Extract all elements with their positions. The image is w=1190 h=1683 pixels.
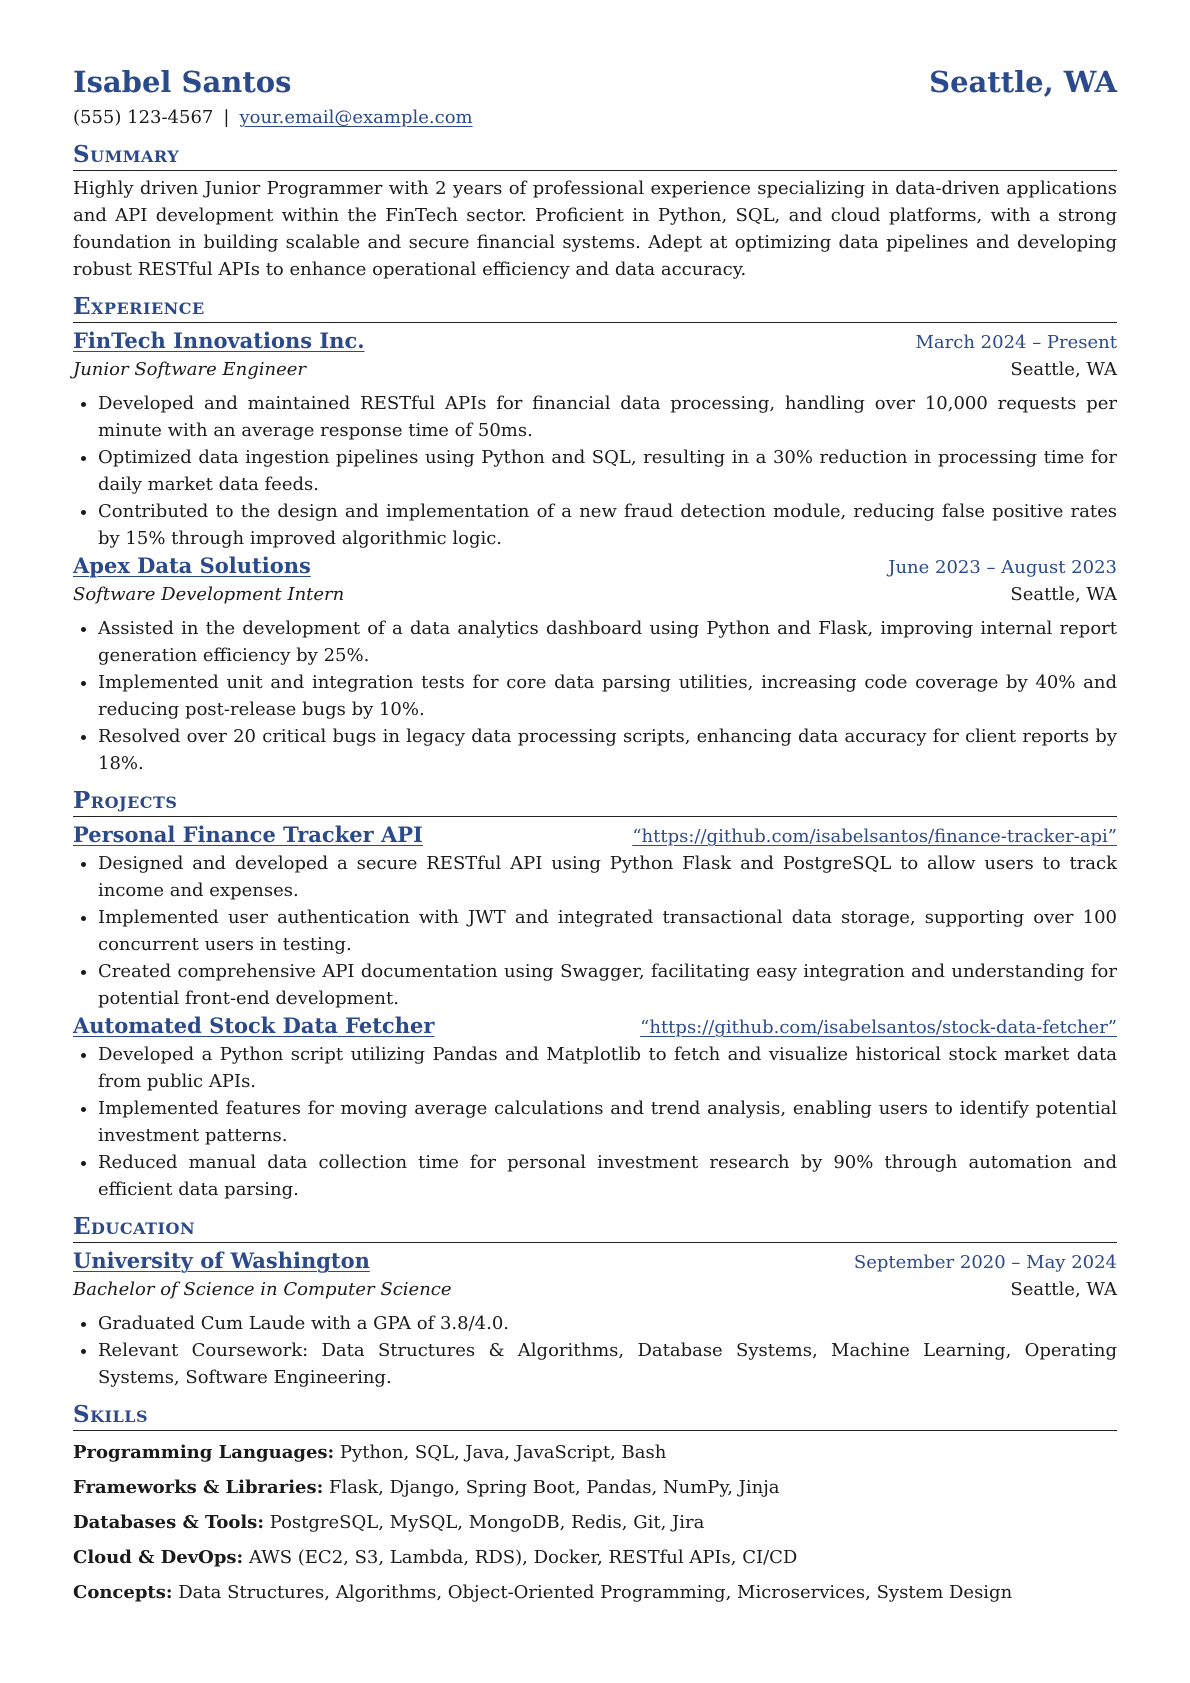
project-name[interactable]: Personal Finance Tracker API <box>73 822 423 847</box>
job-role: Junior Software Engineer <box>73 359 307 380</box>
section-title-education: Education <box>73 1213 1117 1243</box>
job-location: Seattle, WA <box>1010 359 1117 380</box>
list-item: • Designed and developed a secure RESTful API using Python Flask and PostgreSQL to allow users to track income and expenses. <box>98 850 1117 904</box>
skills-list <box>73 1439 1117 1606</box>
phone-number: (555) 123-4567 <box>73 107 214 128</box>
education-location: Seattle, WA <box>1010 1279 1117 1300</box>
list-item: • Assisted in the development of a data analytics dashboard using Python and Flask, improving internal report generation efficiency by 25%. <box>98 615 1117 669</box>
experience-entry <box>73 552 1117 777</box>
candidate-location: Seattle, WA <box>929 65 1117 99</box>
section-title-experience: Experience <box>73 293 1117 323</box>
list-item: • Relevant Coursework: Data Structures & Algorithms, Database Systems, Machine Learning, Operating Systems, Software Engineering. <box>98 1337 1117 1391</box>
project-bullets <box>73 850 1117 1012</box>
skill-row <box>73 1474 1117 1501</box>
skill-row <box>73 1579 1117 1606</box>
skill-label: Concepts: <box>73 1582 173 1603</box>
project-link[interactable]: “https://github.com/isabelsantos/finance-tracker-api” <box>632 826 1117 847</box>
skill-value: PostgreSQL, MySQL, MongoDB, Redis, Git, Jira <box>269 1512 705 1533</box>
section-title-projects: Projects <box>73 787 1117 817</box>
experience-entry <box>73 327 1117 552</box>
skill-label: Databases & Tools: <box>73 1512 264 1533</box>
degree: Bachelor of Science in Computer Science <box>73 1279 452 1300</box>
list-item: • Developed a Python script utilizing Pandas and Matplotlib to fetch and visualize historical stock market data from public APIs. <box>98 1041 1117 1095</box>
education-entry <box>73 1247 1117 1391</box>
section-title-skills: Skills <box>73 1401 1117 1431</box>
project-name[interactable]: Automated Stock Data Fetcher <box>73 1013 435 1038</box>
project-bullets <box>73 1041 1117 1203</box>
skill-label: Programming Languages: <box>73 1442 335 1463</box>
list-item: • Optimized data ingestion pipelines using Python and SQL, resulting in a 30% reduction in processing time for daily market data feeds. <box>98 444 1117 498</box>
skill-value: Data Structures, Algorithms, Object-Oriented Programming, Microservices, System Design <box>178 1582 1013 1603</box>
contact-line <box>73 104 1117 131</box>
project-entry <box>73 1012 1117 1203</box>
summary-text: Highly driven Junior Programmer with 2 years of professional experience specializing in data-driven applications and API development within the FinTech sector. Proficient in Python, SQL, and cloud platforms, with a strong foundation in building scalable and secure financial systems. Adept at optimizing data pipelines and developing robust RESTful APIs to enhance operational efficiency and data accuracy. <box>73 178 1117 280</box>
job-bullets <box>73 615 1117 777</box>
job-role: Software Development Intern <box>73 584 345 605</box>
candidate-name: Isabel Santos <box>73 65 292 99</box>
list-item: • Implemented features for moving average calculations and trend analysis, enabling users to identify potential investment patterns. <box>98 1095 1117 1149</box>
skill-value: AWS (EC2, S3, Lambda, RDS), Docker, RESTful APIs, CI/CD <box>248 1547 798 1568</box>
list-item: • Contributed to the design and implementation of a new fraud detection module, reducing false positive rates by 15% through improved algorithmic logic. <box>98 498 1117 552</box>
list-item: • Created comprehensive API documentation using Swagger, facilitating easy integration and understanding for potential front-end development. <box>98 958 1117 1012</box>
list-item: • Resolved over 20 critical bugs in legacy data processing scripts, enhancing data accuracy for client reports by 18%. <box>98 723 1117 777</box>
skill-value: Python, SQL, Java, JavaScript, Bash <box>339 1442 667 1463</box>
list-item: • Implemented unit and integration tests for core data parsing utilities, increasing code coverage by 40% and reducing post-release bugs by 10%. <box>98 669 1117 723</box>
education-dates: September 2020 – May 2024 <box>853 1252 1117 1273</box>
list-item: • Graduated Cum Laude with a GPA of 3.8/4.0. <box>98 1310 1117 1337</box>
job-bullets <box>73 390 1117 552</box>
job-location: Seattle, WA <box>1010 584 1117 605</box>
school-name[interactable]: University of Washington <box>73 1248 370 1273</box>
company-name[interactable]: FinTech Innovations Inc. <box>73 328 365 353</box>
project-link[interactable]: “https://github.com/isabelsantos/stock-data-fetcher” <box>640 1017 1117 1038</box>
job-dates: March 2024 – Present <box>915 332 1117 353</box>
list-item: • Reduced manual data collection time for personal investment research by 90% through automation and efficient data parsing. <box>98 1149 1117 1203</box>
skill-row <box>73 1544 1117 1571</box>
skill-value: Flask, Django, Spring Boot, Pandas, NumPy, Jinja <box>329 1477 780 1498</box>
company-name[interactable]: Apex Data Solutions <box>73 553 311 578</box>
skill-row <box>73 1439 1117 1466</box>
project-entry <box>73 821 1117 1012</box>
section-title-summary: Summary <box>73 141 1117 171</box>
resume-header <box>73 62 1117 102</box>
list-item: • Implemented user authentication with JWT and integrated transactional data storage, supporting over 100 concurrent users in testing. <box>98 904 1117 958</box>
skill-row <box>73 1509 1117 1536</box>
skill-label: Frameworks & Libraries: <box>73 1477 324 1498</box>
list-item: • Developed and maintained RESTful APIs for financial data processing, handling over 10,000 requests per minute with an average response time of 50ms. <box>98 390 1117 444</box>
contact-separator: | <box>223 107 230 128</box>
job-dates: June 2023 – August 2023 <box>888 557 1117 578</box>
skill-label: Cloud & DevOps: <box>73 1547 244 1568</box>
email-link[interactable]: your.email@example.com <box>239 107 473 128</box>
education-bullets <box>73 1310 1117 1391</box>
